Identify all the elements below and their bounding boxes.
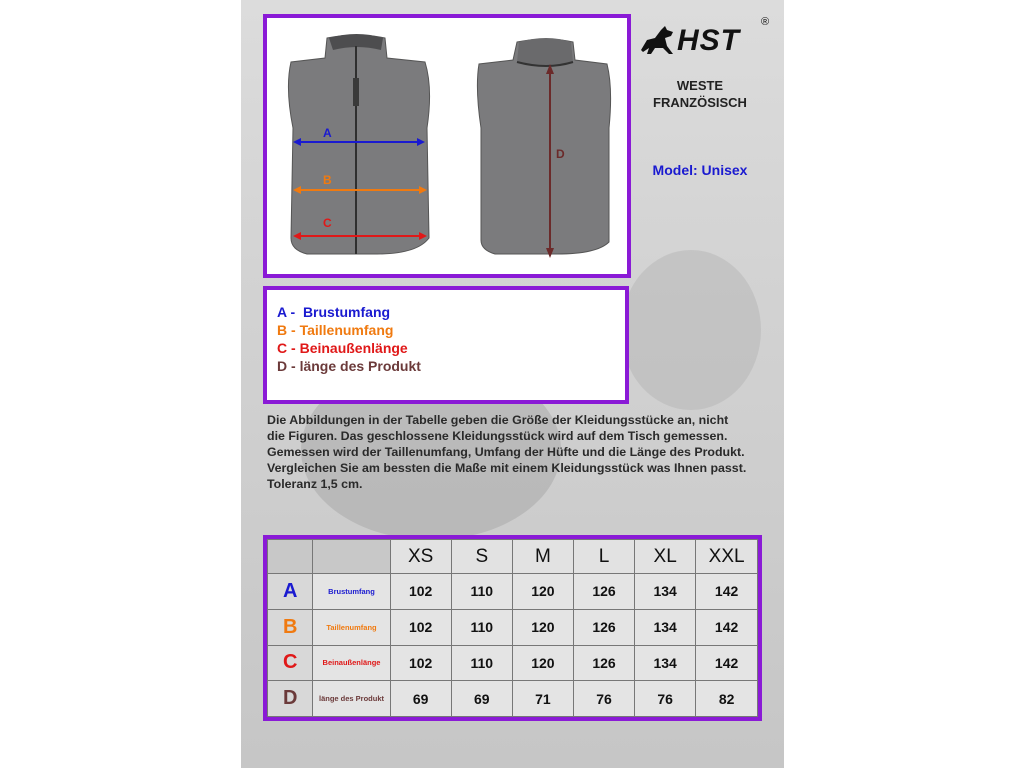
row-letter: B — [268, 609, 313, 645]
size-header: M — [512, 540, 573, 574]
model-label: Model: Unisex — [652, 162, 748, 178]
table-cell: 102 — [390, 574, 451, 610]
table-cell: 69 — [390, 681, 451, 717]
table-cell: 120 — [512, 609, 573, 645]
table-cell: 120 — [512, 574, 573, 610]
size-table-panel — [263, 535, 762, 721]
table-corner-cell — [268, 540, 313, 574]
table-cell: 134 — [635, 645, 696, 681]
table-cell: 142 — [696, 645, 758, 681]
brand-logo — [633, 14, 773, 62]
table-row — [268, 645, 758, 681]
legend-separator: - — [286, 304, 303, 320]
table-cell: 142 — [696, 574, 758, 610]
legend-text: Beinaußenlänge — [299, 340, 408, 356]
product-title-line1: WESTE — [676, 78, 724, 93]
table-cell: 110 — [451, 609, 512, 645]
measure-label-b: B — [323, 173, 332, 187]
product-title-line2: FRANZÖSISCH — [653, 95, 747, 110]
legend-letter: B — [277, 322, 288, 338]
legend-text: Taillenumfang — [299, 322, 394, 338]
row-letter: D — [268, 681, 313, 717]
description-line: die Figuren. Das geschlossene Kleidungsstück wird auf dem Tisch gemessen. — [267, 429, 728, 443]
table-cell: 102 — [390, 645, 451, 681]
vest-illustration-panel — [263, 14, 631, 278]
row-letter: C — [268, 645, 313, 681]
table-cell: 102 — [390, 609, 451, 645]
table-cell: 126 — [573, 609, 634, 645]
row-letter: A — [268, 574, 313, 610]
legend-separator: - — [287, 340, 300, 356]
size-table — [267, 539, 758, 717]
description-line: Die Abbildungen in der Tabelle geben die Größe der Kleidungsstücke an, nicht — [267, 413, 729, 427]
measurement-legend — [263, 286, 629, 404]
legend-text: Brustumfang — [302, 304, 391, 320]
table-row — [268, 681, 758, 717]
legend-item-c — [277, 340, 408, 356]
legend-letter: C — [277, 340, 288, 356]
table-cell: 126 — [573, 645, 634, 681]
legend-item-a — [277, 304, 390, 320]
vest-front-view — [288, 34, 429, 254]
legend-separator: - — [287, 322, 300, 338]
row-name: Beinaußenlänge — [313, 645, 390, 681]
legend-item-d — [277, 358, 421, 374]
registered-mark: ® — [761, 16, 770, 28]
table-cell: 134 — [635, 609, 696, 645]
table-cell: 76 — [635, 681, 696, 717]
description-line: Gemessen wird der Taillenumfang, Umfang der Hüfte und die Länge des Produkt. — [267, 445, 745, 459]
row-name: Taillenumfang — [313, 609, 390, 645]
measurement-description — [267, 412, 777, 492]
measure-label-d: D — [556, 147, 565, 161]
table-cell: 134 — [635, 574, 696, 610]
row-name: länge des Produkt — [313, 681, 390, 717]
table-cell: 82 — [696, 681, 758, 717]
table-row — [268, 609, 758, 645]
vest-illustration — [267, 18, 627, 274]
measure-label-c: C — [323, 216, 332, 230]
legend-letter: A — [277, 304, 287, 320]
size-header: L — [573, 540, 634, 574]
legend-text: länge des Produkt — [299, 358, 421, 374]
table-cell: 71 — [512, 681, 573, 717]
size-header: S — [451, 540, 512, 574]
size-header-row — [268, 540, 758, 574]
table-corner-cell — [313, 540, 390, 574]
measure-label-a: A — [323, 126, 332, 140]
description-line: Vergleichen Sie am bessten die Maße mit einem Kleidungsstück was Ihnen passt. — [267, 461, 747, 475]
legend-item-b — [277, 322, 393, 338]
row-name: Brustumfang — [313, 574, 390, 610]
dog-icon — [633, 20, 679, 60]
table-row — [268, 574, 758, 610]
vest-back-view — [477, 38, 610, 258]
size-header: XXL — [696, 540, 758, 574]
table-cell: 142 — [696, 609, 758, 645]
description-line: Toleranz 1,5 cm. — [267, 477, 363, 491]
size-header: XL — [635, 540, 696, 574]
table-cell: 120 — [512, 645, 573, 681]
table-cell: 110 — [451, 574, 512, 610]
brand-name: HST — [677, 24, 740, 57]
table-cell: 69 — [451, 681, 512, 717]
size-header: XS — [390, 540, 451, 574]
table-cell: 76 — [573, 681, 634, 717]
table-cell: 126 — [573, 574, 634, 610]
background-photo-shape — [621, 250, 761, 410]
legend-letter: D — [277, 358, 288, 374]
table-cell: 110 — [451, 645, 512, 681]
legend-separator: - — [287, 358, 300, 374]
